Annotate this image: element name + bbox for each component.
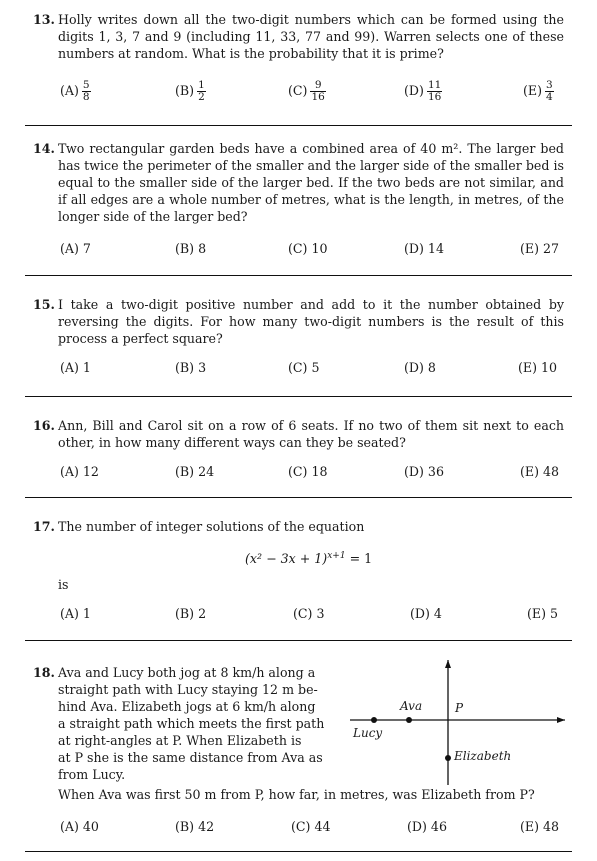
q18-line-5: at right-angles at P. When Elizabeth is xyxy=(58,733,302,748)
vertical-arrow-icon xyxy=(445,660,451,668)
q14-option-b: (B) 8 xyxy=(175,241,207,256)
q18-line-4: a straight path which meets the first path xyxy=(58,716,325,731)
horizontal-arrow-icon xyxy=(557,717,565,723)
q13-option-c-label: (C) xyxy=(288,83,308,98)
q13-option-d xyxy=(404,80,442,103)
p-label: P xyxy=(455,701,464,715)
q18-line-1: Ava and Lucy both jog at 8 km/h along a xyxy=(58,665,316,680)
q16-option-d: (D) 36 xyxy=(404,464,444,479)
question-17-number: 17. xyxy=(33,519,55,534)
q13-option-e-fraction: $\frac{3}{4}$ xyxy=(546,79,553,103)
q16-option-c: (C) 18 xyxy=(288,464,328,479)
lucy-label: Lucy xyxy=(353,726,383,740)
q13-option-d-label: (D) xyxy=(404,83,424,98)
q15-option-c: (C) 5 xyxy=(288,360,320,375)
question-13-number: 13. xyxy=(33,12,55,27)
divider-14 xyxy=(25,275,572,276)
question-18-question: When Ava was first 50 m from P, how far, in metres, was Elizabeth from P? xyxy=(58,787,535,802)
q13-option-a-label: (A) xyxy=(60,83,79,98)
lucy-dot xyxy=(371,717,377,723)
q17-option-a: (A) 1 xyxy=(60,606,91,621)
q18-option-e: (E) 48 xyxy=(520,819,560,834)
question-14-number: 14. xyxy=(33,141,55,156)
q13-option-b-fraction: $\frac{1}{2}$ xyxy=(198,79,205,103)
question-15-number: 15. xyxy=(33,297,55,312)
q16-option-a: (A) 12 xyxy=(60,464,99,479)
divider-15 xyxy=(25,396,572,397)
q13-option-e xyxy=(523,80,554,103)
question-17-text: The number of integer solutions of the equation xyxy=(58,519,365,534)
divider-18 xyxy=(25,851,572,852)
elizabeth-label: Elizabeth xyxy=(454,749,512,763)
q13-option-c-fraction: $\frac{9}{16}$ xyxy=(311,79,325,103)
q16-option-b: (B) 24 xyxy=(175,464,215,479)
q14-option-e: (E) 27 xyxy=(520,241,560,256)
q13-option-a-fraction: $\frac{5}{8}$ xyxy=(82,79,90,103)
q18-line-3: hind Ava. Elizabeth jogs at 6 km/h along xyxy=(58,699,316,714)
question-17-text-after: is xyxy=(58,577,69,592)
q18-option-c: (C) 44 xyxy=(291,819,331,834)
q13-option-d-fraction: $\frac{11}{16}$ xyxy=(427,79,442,103)
equation xyxy=(245,548,372,567)
question-16-number: 16. xyxy=(33,418,55,433)
jogging-paths-diagram xyxy=(350,660,565,785)
question-14-text: Two rectangular garden beds have a combined area of 40 m². The larger bed has twice the perimeter of the smaller and the larger side of the smaller bed is equal to the smaller side of the larger bed. If the two beds are not similar, and if all edges are a whole number of metres, what is the length, in metres, of the longer side of the larger bed? xyxy=(58,141,564,224)
q15-option-e: (E) 10 xyxy=(518,360,558,375)
q18-option-a: (A) 40 xyxy=(60,819,99,834)
ava-label: Ava xyxy=(400,699,423,713)
q18-option-b: (B) 42 xyxy=(175,819,215,834)
question-18-number: 18. xyxy=(33,665,55,680)
question-16-text: Ann, Bill and Carol sit on a row of 6 seats. If no two of them sit next to each other, in how many different ways can they be seated? xyxy=(58,418,564,450)
equation-exponent: x+1 xyxy=(327,551,346,561)
equation-base: (x² − 3x + 1) xyxy=(245,551,328,566)
q18-line-2: straight path with Lucy staying 12 m be- xyxy=(58,682,318,697)
q15-option-b: (B) 3 xyxy=(175,360,207,375)
q18-option-d: (D) 46 xyxy=(407,819,447,834)
q13-option-b-label: (B) xyxy=(175,83,195,98)
diagram-svg xyxy=(350,660,565,785)
ava-dot xyxy=(406,717,412,723)
q13-option-b xyxy=(175,80,206,103)
q15-option-d: (D) 8 xyxy=(404,360,436,375)
divider-17 xyxy=(25,640,572,641)
q17-option-b: (B) 2 xyxy=(175,606,207,621)
q16-option-e: (E) 48 xyxy=(520,464,560,479)
divider-13 xyxy=(25,125,572,126)
q17-option-d: (D) 4 xyxy=(410,606,442,621)
divider-16 xyxy=(25,497,572,498)
question-15-text: I take a two-digit positive number and add to it the number obtained by reversing the digits. For how many two-digit numbers is the result of this process a perfect square? xyxy=(58,297,564,346)
elizabeth-dot xyxy=(445,755,451,761)
q14-option-d: (D) 14 xyxy=(404,241,444,256)
q15-option-a: (A) 1 xyxy=(60,360,91,375)
equation-rhs: = 1 xyxy=(345,551,373,566)
question-13-text: Holly writes down all the two-digit numbers which can be formed using the digits 1, 3, 7 and 9 (including 11, 33, 77 and 99). Warren selects one of these numbers at random. What is the probability that it is prime? xyxy=(58,12,564,61)
q17-option-e: (E) 5 xyxy=(527,606,559,621)
q13-option-a xyxy=(60,80,91,103)
q14-option-a: (A) 7 xyxy=(60,241,91,256)
q13-option-c xyxy=(288,80,326,103)
q18-line-7: from Lucy. xyxy=(58,767,126,782)
q13-option-e-label: (E) xyxy=(523,83,543,98)
q18-line-6: at P she is the same distance from Ava as xyxy=(58,750,323,765)
q14-option-c: (C) 10 xyxy=(288,241,328,256)
q17-option-c: (C) 3 xyxy=(293,606,325,621)
